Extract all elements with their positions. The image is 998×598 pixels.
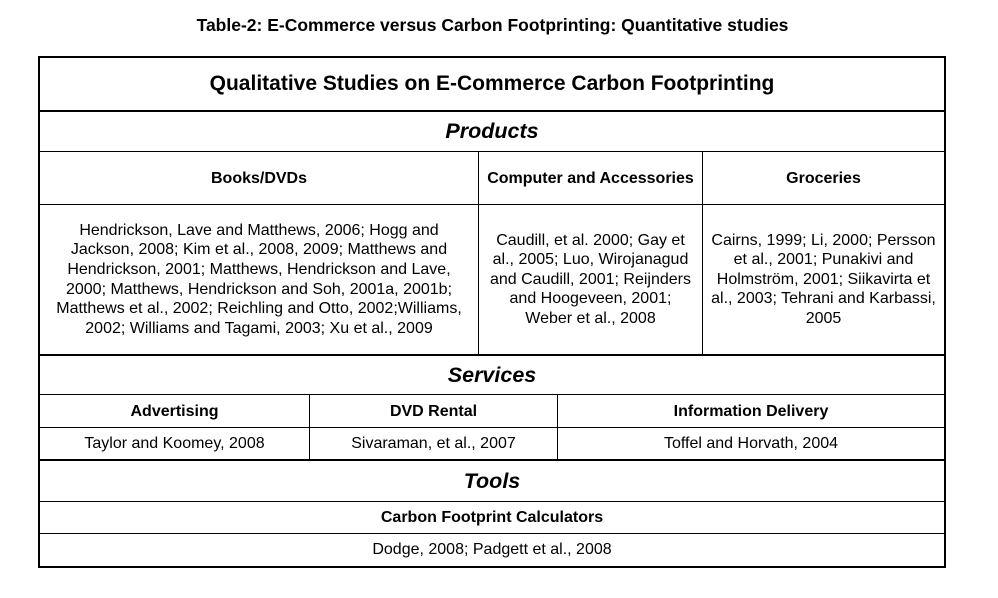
tools-section-row (40, 461, 944, 502)
groceries-studies: Cairns, 1999; Li, 2000; Persson et al., 2001; Punakivi and Holmström, 2001; Siikavirta et al., 2003; Tehrani and Karbassi, 2005 (711, 231, 936, 327)
advertising-studies: Taylor and Koomey, 2008 (40, 428, 310, 459)
carbon-footprint-calculators-studies: Dodge, 2008; Padgett et al., 2008 (372, 541, 612, 559)
services-section-row (40, 356, 944, 395)
column-header-carbon-footprint-calculators: Carbon Footprint Calculators (380, 509, 604, 526)
products-data-row (40, 205, 944, 356)
column-header-advertising: Advertising (40, 395, 310, 427)
tools-heading: Tools (463, 468, 521, 493)
books-dvds-studies: Hendrickson, Lave and Matthews, 2006; Hogg and Jackson, 2008; Kim et al., 2008, 2009; Matthews and Hendrickson, 2001; Matthews, Hendrickson and Lave, 2000; Matthews, Hendrickson and Soh, 2001a, 2001b; Matthews et al., 2002; Reichling and Otto, 2002;Williams, 2002; Williams and Tagami, 2003; Xu et al., 2009 (40, 205, 479, 354)
title-row (40, 58, 944, 112)
services-heading: Services (447, 362, 537, 387)
products-heading: Products (445, 119, 539, 143)
services-data-row (40, 428, 944, 461)
column-header-computer-accessories: Computer and Accessories (479, 152, 703, 204)
tools-header-row (40, 502, 944, 534)
dvd-rental-studies: Sivaraman, et al., 2007 (310, 428, 558, 459)
products-header-row (40, 152, 944, 205)
column-header-books-dvds: Books/DVDs (40, 152, 479, 204)
products-section-row (40, 112, 944, 152)
tools-data-row (40, 534, 944, 566)
column-header-groceries: Groceries (786, 169, 861, 187)
column-header-information-delivery: Information Delivery (673, 402, 829, 420)
table-title: Qualitative Studies on E-Commerce Carbon Footprinting (209, 72, 775, 95)
table-caption: Table-2: E-Commerce versus Carbon Footprinting: Quantitative studies (196, 15, 789, 35)
studies-table (38, 56, 946, 568)
services-header-row (40, 395, 944, 428)
computer-accessories-studies: Caudill, et al. 2000; Gay et al., 2005; Luo, Wirojanagud and Caudill, 2001; Reijnders and Hoogeveen, 2001; Weber et al., 2008 (479, 205, 703, 354)
information-delivery-studies: Toffel and Horvath, 2004 (663, 434, 839, 452)
column-header-dvd-rental: DVD Rental (310, 395, 558, 427)
